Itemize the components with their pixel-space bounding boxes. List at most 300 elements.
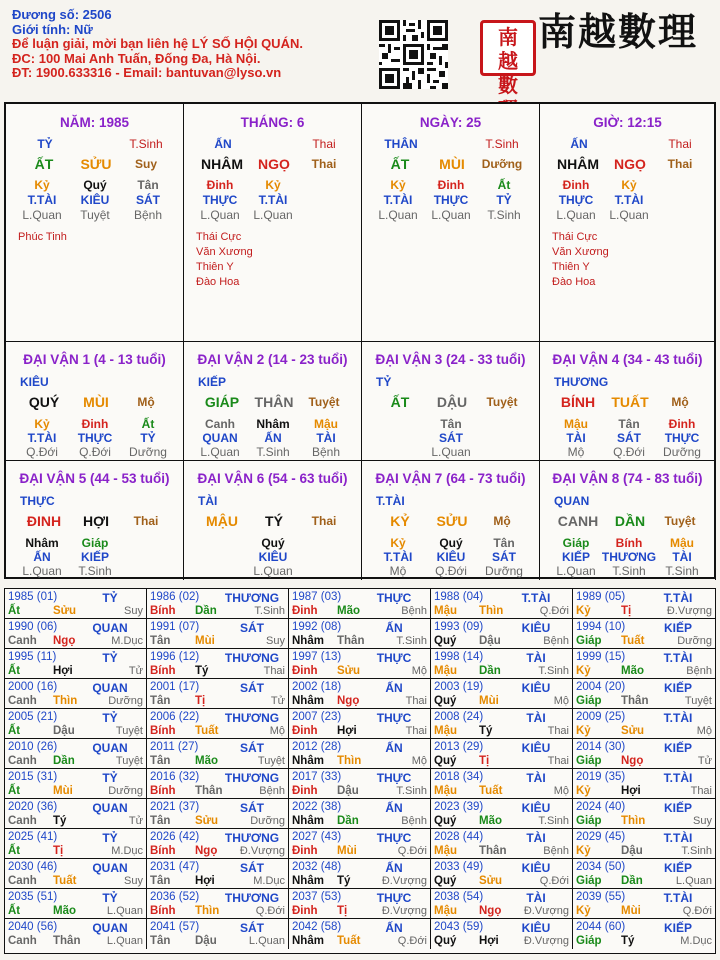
year-label: 2020 (36) — [8, 801, 58, 813]
year-cell[interactable] — [147, 889, 289, 919]
year-cell[interactable] — [289, 829, 431, 859]
year-stage: T.Sinh — [681, 845, 712, 857]
chart-number: Đương số: 2506 — [12, 7, 112, 22]
year-ten-god: ẤN — [385, 681, 403, 695]
red-seal-stamp: 南 越 數 — [480, 20, 536, 76]
growth-stage: L.Quan — [22, 208, 62, 222]
ten-god: QUAN — [202, 431, 238, 445]
year-stem: Đinh — [292, 605, 318, 617]
pillar-star-top: ẤN — [570, 137, 588, 151]
heavenly-stem: ĐINH — [26, 513, 62, 529]
pillar-title: THÁNG: 6 — [240, 115, 305, 130]
year-stem: Giáp — [576, 935, 602, 947]
year-branch: Tuất — [53, 875, 77, 887]
year-cell[interactable] — [573, 769, 715, 799]
ten-god: TỶ — [140, 431, 156, 445]
year-label: 2034 (50) — [576, 861, 626, 873]
year-stem: Giáp — [576, 815, 602, 827]
hidden-stem: Đinh — [206, 178, 234, 192]
year-cell[interactable] — [147, 649, 289, 679]
year-stem: Ất — [8, 725, 21, 737]
luck-period-stage: Tuyệt — [308, 395, 340, 409]
year-cell[interactable] — [431, 679, 573, 709]
year-stem: Nhâm — [292, 635, 324, 647]
hidden-stem: Kỷ — [34, 178, 50, 192]
year-stage: Suy — [124, 605, 143, 617]
year-cell[interactable] — [5, 649, 147, 679]
year-stage: L.Quan — [675, 875, 712, 887]
pillar-cell — [6, 104, 184, 342]
year-cell[interactable] — [5, 919, 147, 949]
year-cell[interactable] — [147, 829, 289, 859]
earthly-branch: THÂN — [254, 394, 294, 410]
luck-period-star: THƯƠNG — [554, 375, 609, 389]
year-ten-god: THƯƠNG — [224, 831, 280, 845]
year-cell[interactable] — [5, 769, 147, 799]
year-ten-god: T.TÀI — [663, 711, 693, 725]
year-cell[interactable] — [431, 589, 573, 619]
earthly-branch: TUẤT — [611, 394, 649, 410]
year-cell[interactable] — [431, 709, 573, 739]
year-ten-god: KIẾP — [663, 861, 692, 875]
year-ten-god: THỰC — [376, 771, 412, 785]
year-stem: Mậu — [434, 905, 457, 917]
year-stem: Kỷ — [576, 845, 591, 857]
year-label: 1985 (01) — [8, 591, 58, 603]
year-label: 2026 (42) — [150, 831, 200, 843]
luck-period-star: TÀI — [198, 494, 218, 508]
ten-god: SÁT — [617, 431, 641, 445]
year-branch: Sửu — [337, 665, 361, 677]
year-cell[interactable] — [573, 649, 715, 679]
year-stem: Quý — [434, 815, 457, 827]
year-label: 2012 (28) — [292, 741, 342, 753]
year-stage: Thai — [405, 725, 427, 737]
year-stage: Đ.Vượng — [381, 875, 427, 887]
growth-stage: Q.Đới — [26, 445, 58, 459]
year-ten-god: TÀI — [526, 651, 546, 665]
heavenly-stem: NHÂM — [557, 156, 599, 172]
year-stem: Đinh — [292, 725, 318, 737]
year-stage: L.Quan — [106, 935, 143, 947]
year-branch: Tý — [337, 875, 351, 887]
year-cell[interactable] — [5, 619, 147, 649]
year-stage: L.Quan — [248, 935, 285, 947]
year-stem: Quý — [434, 695, 457, 707]
year-stem: Đinh — [292, 905, 318, 917]
year-stem: Đinh — [292, 665, 318, 677]
pillar-stage-top: T.Sinh — [129, 137, 163, 151]
hidden-stem: Tân — [440, 417, 462, 431]
year-ten-god: THỰC — [376, 891, 412, 905]
ten-god: TỶ — [496, 193, 512, 207]
growth-stage: Bệnh — [133, 208, 163, 222]
luck-period-star: QUAN — [554, 494, 590, 508]
year-cell[interactable] — [289, 649, 431, 679]
year-label: 1989 (05) — [576, 591, 626, 603]
year-ten-god: QUAN — [92, 861, 128, 875]
year-cell[interactable] — [147, 619, 289, 649]
earthly-branch: DẬU — [436, 394, 468, 410]
year-branch: Sửu — [621, 725, 645, 737]
hidden-stem: Giáp — [562, 536, 590, 550]
year-stem: Tân — [150, 935, 171, 947]
year-cell[interactable] — [431, 859, 573, 889]
year-label: 2011 (27) — [150, 741, 199, 753]
year-stem: Bính — [150, 605, 176, 617]
year-stage: L.Quan — [106, 905, 143, 917]
year-label: 2031 (47) — [150, 861, 200, 873]
year-label: 1988 (04) — [434, 591, 484, 603]
year-label: 1996 (12) — [150, 651, 200, 663]
year-stage: Mộ — [411, 755, 427, 767]
year-stage: Q.Đới — [397, 845, 427, 857]
year-stem: Kỷ — [576, 605, 591, 617]
year-cell[interactable] — [289, 889, 431, 919]
year-stem: Nhâm — [292, 815, 324, 827]
year-ten-god: TÀI — [526, 891, 546, 905]
heavenly-stem: KỶ — [390, 513, 410, 529]
year-cell[interactable] — [431, 769, 573, 799]
year-stage: Q.Đới — [682, 905, 712, 917]
luck-period-stage: Mộ — [671, 395, 689, 409]
year-stage: Q.Đới — [539, 875, 569, 887]
luck-period-star: T.TÀI — [376, 494, 405, 508]
year-cell[interactable] — [573, 589, 715, 619]
year-branch: Mùi — [195, 635, 215, 647]
year-label: 2018 (34) — [434, 771, 484, 783]
year-cell[interactable] — [431, 739, 573, 769]
earthly-branch: MÙI — [83, 394, 109, 410]
year-cell[interactable] — [5, 739, 147, 769]
ten-god: THỰC — [558, 193, 594, 207]
consult-note: Để luận giải, mời bạn liên hệ LÝ SỐ HỘI QUÁN. — [12, 36, 303, 51]
luck-period-title: ĐẠI VẬN 4 (34 - 43 tuổi) — [552, 352, 703, 367]
hidden-stem: Canh — [205, 417, 235, 431]
year-ten-god: KIÊU — [521, 801, 551, 815]
year-stem: Mậu — [434, 785, 457, 797]
year-cell[interactable] — [573, 889, 715, 919]
year-branch: Mão — [195, 755, 218, 767]
ten-god: TÀI — [316, 431, 336, 445]
ten-god: T.TÀI — [383, 193, 413, 207]
year-cell[interactable] — [5, 799, 147, 829]
year-branch: Dần — [621, 875, 643, 887]
year-stem: Mậu — [434, 665, 457, 677]
year-ten-god: THỰC — [376, 651, 412, 665]
year-cell[interactable] — [289, 679, 431, 709]
year-stem: Ất — [8, 665, 21, 677]
year-branch: Hợi — [337, 725, 357, 737]
year-ten-god: THƯƠNG — [224, 891, 280, 905]
year-ten-god: KIẾP — [663, 741, 692, 755]
year-cell[interactable] — [431, 829, 573, 859]
year-cell[interactable] — [147, 709, 289, 739]
year-cell[interactable] — [289, 799, 431, 829]
year-ten-god: QUAN — [92, 921, 128, 935]
special-star: Thiên Y — [196, 261, 234, 273]
year-cell[interactable] — [573, 799, 715, 829]
year-ten-god: KIÊU — [521, 861, 551, 875]
ten-god: KIẾP — [80, 550, 109, 564]
year-branch: Dần — [337, 815, 359, 827]
year-stage: Suy — [124, 875, 143, 887]
year-cell[interactable] — [573, 919, 715, 949]
year-cell[interactable] — [289, 769, 431, 799]
year-cell[interactable] — [289, 919, 431, 949]
year-cell[interactable] — [431, 619, 573, 649]
year-ten-god: THƯƠNG — [224, 711, 280, 725]
year-branch: Tuất — [337, 935, 361, 947]
year-label: 1994 (10) — [576, 621, 626, 633]
luck-period-star: KIÊU — [20, 375, 49, 389]
year-label: 2004 (20) — [576, 681, 626, 693]
year-ten-god: TỶ — [102, 711, 118, 725]
year-branch: Ngọ — [53, 635, 76, 647]
year-stem: Ất — [8, 785, 21, 797]
year-branch: Sửu — [195, 815, 219, 827]
ten-god: SÁT — [492, 550, 516, 564]
hidden-stem: Đinh — [437, 178, 465, 192]
luck-period-cell — [6, 461, 184, 580]
year-stage: T.Sinh — [396, 635, 427, 647]
luck-period-title: ĐẠI VẬN 2 (14 - 23 tuổi) — [197, 352, 348, 367]
special-star: Phúc Tinh — [18, 231, 67, 243]
year-cell[interactable] — [5, 589, 147, 619]
luck-period-stage: Thai — [311, 514, 337, 528]
year-cell[interactable] — [573, 829, 715, 859]
year-stem: Nhâm — [292, 875, 324, 887]
year-stem: Bính — [150, 665, 176, 677]
year-stem: Canh — [8, 875, 37, 887]
ten-god: TÀI — [566, 431, 586, 445]
year-cell[interactable] — [573, 709, 715, 739]
year-cell[interactable] — [147, 769, 289, 799]
year-stage: T.Sinh — [254, 605, 285, 617]
growth-stage: Mộ — [567, 445, 585, 459]
year-cell[interactable] — [289, 589, 431, 619]
year-stem: Mậu — [434, 725, 457, 737]
hidden-stem: Tân — [137, 178, 159, 192]
special-star: Thái Cực — [552, 231, 598, 243]
year-stem: Ất — [8, 845, 21, 857]
year-stem: Giáp — [576, 695, 602, 707]
special-star: Thái Cực — [196, 231, 242, 243]
year-branch: Dậu — [479, 635, 501, 647]
year-cell[interactable] — [147, 799, 289, 829]
special-star: Đào Hoa — [196, 276, 240, 288]
growth-stage: Q.Đới — [435, 564, 467, 578]
year-branch: Thìn — [479, 605, 504, 617]
year-label: 2003 (19) — [434, 681, 484, 693]
earthly-branch: HỢI — [83, 513, 109, 529]
year-label: 2036 (52) — [150, 891, 200, 903]
year-label: 2021 (37) — [150, 801, 200, 813]
year-cell[interactable] — [5, 859, 147, 889]
hidden-stem: Kỷ — [34, 417, 50, 431]
qr-code-icon[interactable] — [379, 20, 448, 89]
year-cell[interactable] — [289, 739, 431, 769]
year-ten-god: SÁT — [240, 681, 264, 695]
year-label: 2029 (45) — [576, 831, 626, 843]
year-stem: Ất — [8, 905, 21, 917]
luck-period-stage: Thai — [133, 514, 159, 528]
pillar-stage: Thai — [311, 157, 337, 171]
ten-god: TÀI — [672, 550, 692, 564]
earthly-branch: MÙI — [439, 156, 465, 172]
year-branch: Dậu — [621, 845, 643, 857]
year-branch: Thân — [337, 635, 365, 647]
year-cell[interactable] — [5, 679, 147, 709]
year-label: 2023 (39) — [434, 801, 484, 813]
year-stage: Mộ — [696, 725, 712, 737]
year-label: 2044 (60) — [576, 921, 626, 933]
pillar-stage: Dưỡng — [481, 157, 523, 171]
heavenly-stem: GIÁP — [204, 394, 240, 410]
year-ten-god: ẤN — [385, 921, 403, 935]
year-branch: Tị — [195, 695, 206, 707]
year-branch: Mùi — [337, 845, 357, 857]
year-cell[interactable] — [573, 859, 715, 889]
year-branch: Dần — [53, 755, 75, 767]
heavenly-stem: BÍNH — [560, 394, 596, 410]
pillar-cell — [184, 104, 362, 342]
year-stage: Suy — [693, 815, 712, 827]
heavenly-stem: NHÂM — [201, 156, 243, 172]
hidden-stem: Giáp — [81, 536, 109, 550]
year-branch: Tị — [621, 605, 632, 617]
growth-stage: T.Sinh — [256, 445, 290, 459]
year-branch: Sửu — [479, 875, 503, 887]
pillar-title: GIỜ: 12:15 — [593, 115, 662, 130]
pillar-stage: Suy — [134, 157, 157, 171]
growth-stage: L.Quan — [431, 208, 471, 222]
year-ten-god: THỰC — [376, 591, 412, 605]
year-branch: Hợi — [621, 785, 641, 797]
year-stem: Kỷ — [576, 785, 591, 797]
year-ten-god: THƯƠNG — [224, 591, 280, 605]
year-stage: M.Dục — [680, 935, 712, 947]
year-label: 1987 (03) — [292, 591, 342, 603]
year-stem: Bính — [150, 845, 176, 857]
ten-god: T.TÀI — [258, 193, 288, 207]
year-cell[interactable] — [431, 649, 573, 679]
earthly-branch: NGỌ — [614, 156, 646, 172]
year-cell[interactable] — [147, 859, 289, 889]
year-stem: Mậu — [434, 845, 457, 857]
heavenly-stem: MẬU — [206, 513, 238, 529]
luck-period-star: KIẾP — [198, 375, 227, 389]
year-stage: Đ.Vượng — [666, 605, 712, 617]
year-stage: Mộ — [411, 665, 427, 677]
year-ten-god: THƯƠNG — [224, 651, 280, 665]
growth-stage: L.Quan — [253, 564, 293, 578]
year-ten-god: TỶ — [102, 771, 118, 785]
year-branch: Ngọ — [195, 845, 218, 857]
year-cell[interactable] — [573, 739, 715, 769]
year-stem: Quý — [434, 635, 457, 647]
ten-god: T.TÀI — [27, 431, 57, 445]
luck-period-title: ĐẠI VẬN 5 (44 - 53 tuổi) — [19, 471, 170, 486]
year-stage: Thai — [690, 785, 712, 797]
year-ten-god: T.TÀI — [663, 591, 693, 605]
year-label: 2001 (17) — [150, 681, 200, 693]
year-branch: Thân — [621, 695, 649, 707]
year-branch: Mão — [337, 605, 360, 617]
luck-period-cell — [184, 342, 362, 461]
year-branch: Thân — [479, 845, 507, 857]
year-ten-god: KIẾP — [663, 621, 692, 635]
year-stem: Canh — [8, 635, 37, 647]
year-stem: Đinh — [292, 845, 318, 857]
year-cell[interactable] — [147, 679, 289, 709]
year-cell[interactable] — [5, 829, 147, 859]
year-cell[interactable] — [289, 619, 431, 649]
year-cell[interactable] — [147, 589, 289, 619]
year-cell[interactable] — [147, 739, 289, 769]
year-cell[interactable] — [147, 919, 289, 949]
ten-god: KIÊU — [258, 550, 288, 564]
year-branch: Hợi — [479, 935, 499, 947]
year-ten-god: KIẾP — [663, 921, 692, 935]
luck-period-stage: Tuyệt — [664, 514, 696, 528]
year-stem: Canh — [8, 815, 37, 827]
year-label: 2038 (54) — [434, 891, 484, 903]
year-cell[interactable] — [431, 889, 573, 919]
hidden-stem: Tân — [493, 536, 515, 550]
year-stem: Tân — [150, 755, 171, 767]
year-cell[interactable] — [289, 859, 431, 889]
year-stem: Tân — [150, 695, 171, 707]
year-stem: Canh — [8, 755, 37, 767]
year-stem: Tân — [150, 635, 171, 647]
luck-period-title: ĐẠI VẬN 7 (64 - 73 tuổi) — [375, 471, 526, 486]
year-stem: Bính — [150, 785, 176, 797]
year-ten-god: KIÊU — [521, 741, 551, 755]
year-ten-god: THỰC — [376, 711, 412, 725]
annual-luck-table — [4, 588, 716, 954]
luck-period-title: ĐẠI VẬN 8 (74 - 83 tuổi) — [552, 471, 703, 486]
year-label: 1999 (15) — [576, 651, 626, 663]
year-cell[interactable] — [573, 619, 715, 649]
year-label: 2039 (55) — [576, 891, 626, 903]
year-stem: Kỷ — [576, 725, 591, 737]
year-stage: Tử — [128, 815, 143, 827]
earthly-branch: DẦN — [614, 513, 646, 529]
year-cell[interactable] — [5, 709, 147, 739]
growth-stage: Q.Đới — [613, 445, 645, 459]
year-label: 2006 (22) — [150, 711, 200, 723]
luck-period-cell — [6, 342, 184, 461]
year-stage: Mộ — [553, 785, 569, 797]
year-cell[interactable] — [289, 709, 431, 739]
year-branch: Thìn — [621, 815, 646, 827]
special-star: Văn Xương — [552, 246, 609, 258]
year-ten-god: ẤN — [385, 801, 403, 815]
year-stage: M.Dục — [111, 635, 143, 647]
year-ten-god: QUAN — [92, 681, 128, 695]
year-cell[interactable] — [573, 679, 715, 709]
year-branch: Thân — [195, 785, 223, 797]
year-cell[interactable] — [431, 919, 573, 949]
year-cell[interactable] — [5, 889, 147, 919]
growth-stage: T.Sinh — [612, 564, 646, 578]
year-branch: Mùi — [53, 785, 73, 797]
year-branch: Tuất — [621, 635, 645, 647]
year-ten-god: THƯƠNG — [224, 771, 280, 785]
year-label: 2010 (26) — [8, 741, 58, 753]
year-cell[interactable] — [431, 799, 573, 829]
